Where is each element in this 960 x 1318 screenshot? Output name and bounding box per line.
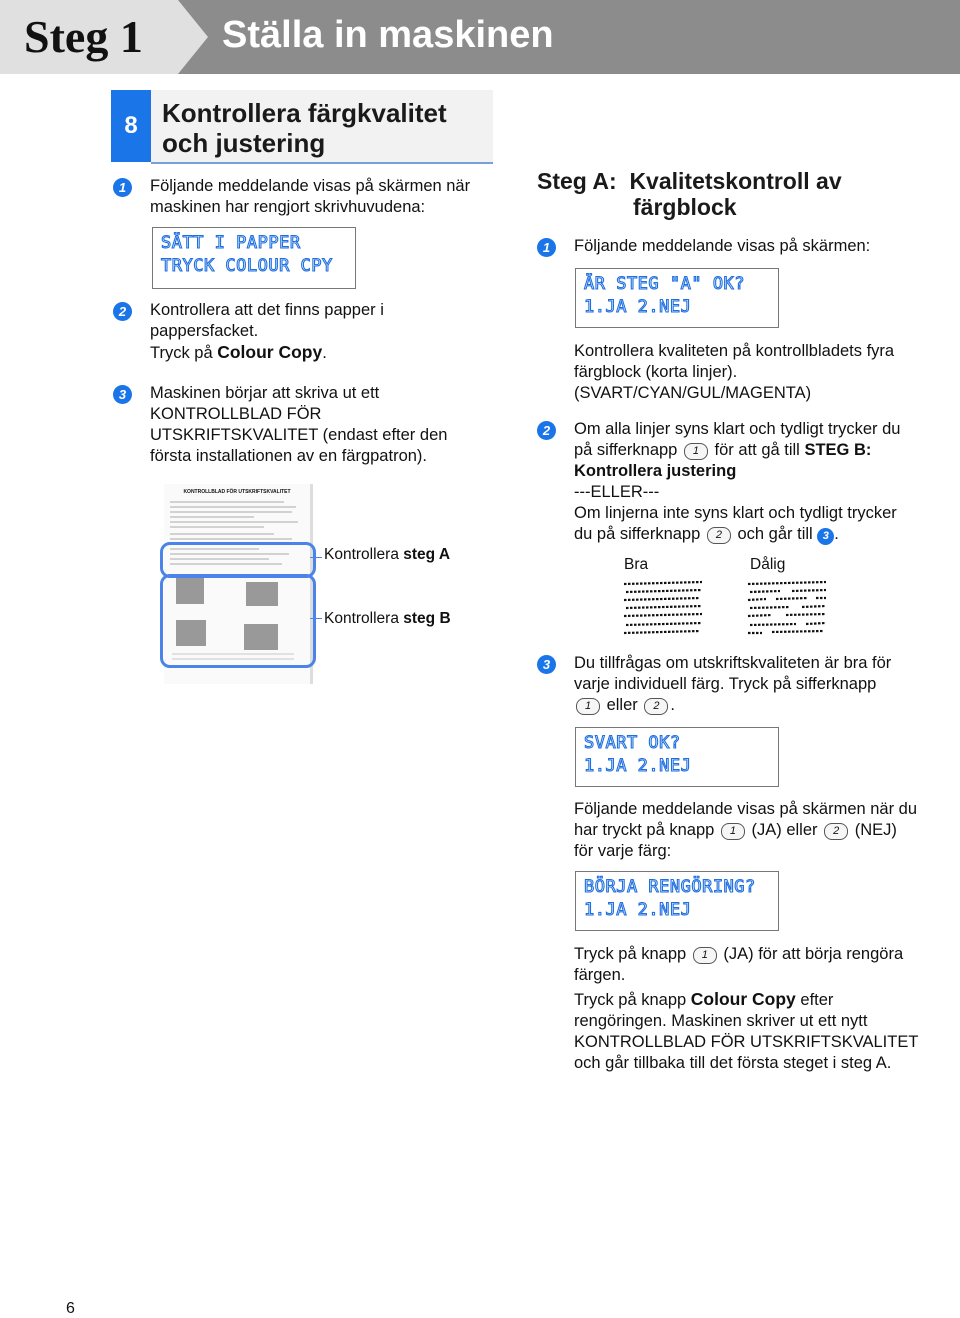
lcd-line: 1.JA 2.NEJ (584, 297, 692, 317)
press2-p2: efter rengöringen. Maskinen skriver ut ett nytt KONTROLLBLAD FÖR UTSKRIFTSKVALITET och går tillbaka till det första steget i steg A. (574, 991, 919, 1072)
colour-copy-key-label: Colour Copy (217, 342, 323, 362)
number-key-2: 2 (707, 527, 731, 544)
step-label: Steg 1 (24, 11, 143, 62)
right-title-line1: Kvalitetskontroll av (629, 168, 842, 194)
lcd-line: ÄR STEG "A" OK? (584, 274, 746, 294)
press1-p2: (JA) för att börja rengöra färgen. (574, 945, 904, 984)
callout-label-b (324, 608, 451, 629)
check-sheet-heading: KONTROLLBLAD FÖR UTSKRIFTSKVALITET (183, 489, 291, 495)
step-bullet-2: 2 (113, 302, 132, 321)
r2-p2: för att gå till (714, 441, 800, 459)
number-key-2: 2 (644, 698, 668, 715)
lcd-line: SÄTT I PAPPER (161, 233, 301, 253)
right-step2-text (574, 419, 919, 545)
r2-p4: och går till (737, 525, 813, 543)
bad-label: Dålig (750, 556, 786, 573)
lcd-line: SVART OK? (584, 733, 681, 753)
after-p3: (NEJ) för varje färg: (574, 821, 897, 860)
lcd-line: 1.JA 2.NEJ (584, 756, 692, 776)
section-number: 8 (111, 90, 151, 162)
left-step2-text (150, 300, 450, 364)
r2-p1: Om alla linjer syns klart och tydligt trycker du på sifferknapp (574, 420, 901, 459)
r2-bold: STEG B: Kontrollera justering (574, 441, 872, 480)
lcd-display-2 (575, 268, 779, 328)
lcd-display-3 (575, 727, 779, 787)
right-step-bullet-3: 3 (537, 655, 556, 674)
left-step2-prefix: Tryck på (150, 344, 218, 362)
r2-or: ---ELLER--- (574, 483, 660, 501)
right-step-bullet-1: 1 (537, 238, 556, 257)
step-bullet-3: 3 (113, 385, 132, 404)
lcd-display-4 (575, 871, 779, 931)
right-press2-text (574, 989, 919, 1074)
r3-end: . (670, 696, 675, 714)
r3-p1: Du tillfrågas om utskriftskvaliteten är bra för varje individuell färg. Tryck på sifferknapp (574, 654, 892, 693)
callout-line-a (310, 557, 322, 558)
number-key-1: 1 (684, 443, 708, 460)
right-title-line2: färgblock (633, 194, 737, 220)
after-p2: (JA) eller (751, 821, 818, 839)
press1-p1: Tryck på knapp (574, 945, 687, 963)
good-lines-sample (622, 578, 704, 638)
right-step3-text (574, 653, 919, 716)
step-tab-arrow (178, 0, 208, 74)
right-press1-text (574, 944, 919, 986)
left-step2-suffix: . (322, 344, 327, 362)
callout-line-b (310, 618, 322, 619)
callout-label-a (324, 544, 450, 565)
number-key-1: 1 (576, 698, 600, 715)
r2-end: . (834, 525, 839, 543)
left-step1-text: Följande meddelande visas på skärmen när maskinen har rengjort skrivhuvudena: (150, 177, 471, 216)
callout-b-bold: steg B (403, 610, 451, 627)
lcd-line: 1.JA 2.NEJ (584, 900, 692, 920)
r3-or: eller (606, 696, 638, 714)
callout-b-prefix: Kontrollera (324, 610, 404, 627)
press2-p1: Tryck på knapp (574, 991, 687, 1009)
number-key-1: 1 (693, 947, 717, 964)
right-check-text: Kontrollera kvaliteten på kontrollbladets fyra färgblock (korta linjer). (SVART/CYAN/GUL/MAGENTA) (574, 342, 895, 402)
page-title: Ställa in maskinen (222, 14, 554, 56)
right-step-bullet-2: 2 (537, 421, 556, 440)
left-step2-line1: Kontrollera att det finns papper i pappersfacket. (150, 301, 384, 340)
r2-p3: Om linjerna inte syns klart och tydligt trycker du på sifferknapp (574, 504, 897, 543)
bad-lines-sample (746, 578, 828, 638)
after-p1: Följande meddelande visas på skärmen när du har tryckt på knapp (574, 800, 918, 839)
right-after-text (574, 799, 919, 862)
number-key-2: 2 (824, 823, 848, 840)
lcd-display-1 (152, 227, 356, 289)
right-step1-text: Följande meddelande visas på skärmen: (574, 237, 871, 255)
colour-copy-key-label: Colour Copy (690, 989, 796, 1009)
callout-box-a (160, 542, 316, 578)
lcd-line: TRYCK COLOUR CPY (161, 256, 333, 276)
section-rule (151, 162, 493, 164)
left-step3-text: Maskinen börjar att skriva ut ett KONTROLLBLAD FÖR UTSKRIFTSKVALITET (endast efter den första installationen av en färgpatron). (150, 384, 448, 465)
good-label: Bra (624, 556, 649, 573)
lcd-line: BÖRJA RENGÖRING? (584, 877, 756, 897)
page-number: 6 (66, 1300, 75, 1317)
step-bullet-1: 1 (113, 178, 132, 197)
callout-a-prefix: Kontrollera (324, 546, 404, 563)
right-title-label: Steg A: (537, 168, 617, 194)
callout-a-bold: steg A (403, 546, 451, 563)
right-section-title (537, 168, 842, 220)
section-title: Kontrollera färgkvalitet och justering (162, 98, 447, 158)
callout-box-b (160, 574, 316, 668)
goto-step-3-icon: 3 (817, 528, 834, 545)
number-key-1: 1 (721, 823, 745, 840)
